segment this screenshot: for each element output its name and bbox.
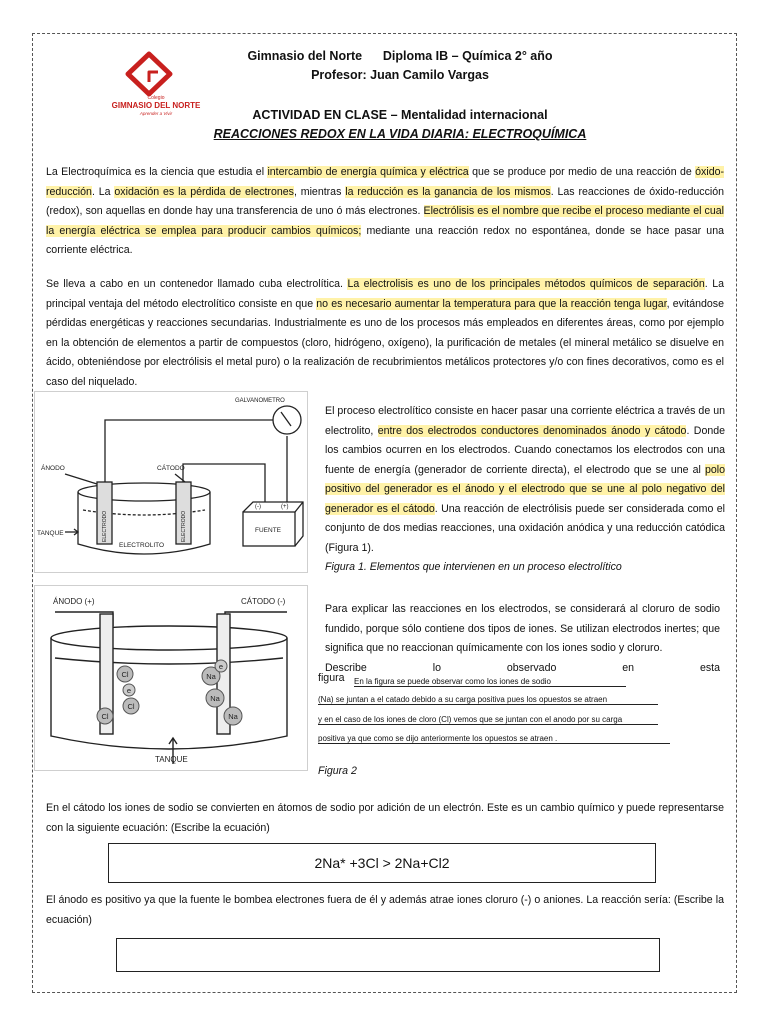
equation-box-1[interactable]: 2Na* +3Cl > 2Na+Cl2	[108, 843, 656, 883]
paragraph-explain: Para explicar las reacciones en los electrodos, se considerará al cloruro de sodio fundido, porque sólo contiene dos tipos de iones. Se utilizan electrodos inertes; que significa que no reaccionan químicamente con los iones sodio y cloruro. Describe lo observado en esta	[325, 600, 720, 678]
cathode-label: CÁTODO	[157, 465, 185, 472]
electron-1: e	[126, 686, 132, 695]
tank-label-2: TANQUE	[155, 755, 188, 764]
answer-line-2[interactable]: (Na) se juntan a el catado debido a su carga positiva pues los opuestos se atraen	[318, 695, 658, 705]
na-ion-2: Na	[210, 694, 220, 703]
teacher-line: Profesor: Juan Camilo Vargas	[311, 68, 489, 82]
source-plus-label: (+)	[281, 504, 289, 510]
figura-word: figura	[318, 672, 345, 684]
school-logo	[112, 50, 202, 120]
describe-row: Describe lo observado en esta	[325, 661, 720, 674]
figure-2-caption: Figura 2	[318, 765, 357, 777]
paragraph-cathode: En el cátodo los iones de sodio se convierten en átomos de sodio por adición de un electrón. Este es un cambio químico y puede representarse con la siguiente ecuación: (Escribe la ecuación)	[46, 802, 724, 834]
source-minus-label: (-)	[255, 504, 261, 510]
cathode-minus-label: CÁTODO (-)	[241, 597, 286, 606]
figure-2	[34, 585, 308, 771]
answer-line-3[interactable]: y en el caso de los iones de cloro (Cl) vemos que se juntan con el anodo por su carga	[318, 715, 658, 725]
anode-plus-label: ÁNODO (+)	[53, 597, 95, 606]
source-label: FUENTE	[255, 527, 281, 534]
paragraph-electrolysis: Se lleva a cabo en un contenedor llamado cuba electrolítica. La electrolisis es uno de los principales métodos químicos de separación. La principal ventaja del método electrolítico consiste en que no es necesario aumentar la temperatura para que la reacción tenga lugar, evitándose pérdidas energéticas y reacciones secundarias. Industrialmente es uno de los procesos más empleados en diferentes áreas, como por ejemplo en la obtención de elementos a partir de compuestos (cloro, hidrógeno, oxígeno), la purificación de metales (el mineral metálico se disuelve en ácido, obteniéndose por electrólisis el metal puro) o la realización de recubrimientos metálicos protectores y/o con fines decorativos, como es el caso del niquelado.	[46, 278, 724, 388]
cl-ion-1: Cl	[121, 670, 129, 679]
answer-line-1[interactable]: En la figura se puede observar como los iones de sodio	[354, 677, 626, 687]
galvanometer-label: GALVANOMETRO	[235, 398, 285, 404]
paragraph-process: El proceso electrolítico consiste en hacer pasar una corriente eléctrica a través de un electrolito, entre dos electrodos conductores denominados ánodo y cátodo. Donde los cambios ocurren en los electrodos. Cuando conectamos los electrodos con una fuente de energía (generador de corriente directa), el electrodo que se une al polo positivo del generador es el ánodo y el electrodo que se une al polo negativo del generador es el cátodo. Una reacción de electrólisis puede ser considerada como el conjunto de dos medias reacciones, una oxidación anódica y una reducción catódica (Figura 1). Figura 1. Elementos que intervienen en un proceso electrolítico	[325, 405, 726, 573]
paragraph-anode: El ánodo es positivo ya que la fuente le bombea electrones fuera de él y además atrae iones cloruro (-) o aniones. La reacción sería: (Escribe la ecuación)	[46, 894, 724, 926]
anode-label: ÁNODO	[41, 465, 65, 472]
electrode-right-label: ELECTRODO	[181, 510, 187, 542]
cl-ion-3: Cl	[101, 712, 109, 721]
answer-line-4[interactable]: positiva ya que como se dijo anteriormente los opuestos se atraen .	[318, 734, 670, 744]
logo-tagline: Aprender a Vivir	[139, 111, 173, 116]
school-line: Gimnasio del Norte Diploma IB – Química 2° año	[247, 49, 553, 63]
electron-2: e	[218, 662, 224, 671]
paragraph-electrochemistry: La Electroquímica es la ciencia que estudia el intercambio de energía química y eléctrica que se produce por medio de una reacción de óxido-reducción. La oxidación es la pérdida de electrones, mientras la reducción es la ganancia de los mismos. Las reacciones de óxido-reducción (redox), son aquellas en donde hay una transferencia de uno ó más electrones. Electrólisis es el nombre que recibe el proceso mediante el cual la energía eléctrica se emplea para producir cambios químicos; mediante una reacción redox no espontánea, donde se hace pasar una corriente eléctrica.	[46, 166, 725, 256]
na-ion-1: Na	[206, 672, 216, 681]
activity-title: ACTIVIDAD EN CLASE – Mentalidad internacional	[252, 108, 548, 122]
figure-1-caption: Figura 1. Elementos que intervienen en un proceso electrolítico	[325, 561, 622, 573]
page-title: REACCIONES REDOX EN LA VIDA DIARIA: ELECTROQUÍMICA	[213, 127, 587, 141]
figure-1	[34, 391, 308, 573]
na-ion-3: Na	[228, 712, 238, 721]
logo-text: GIMNASIO DEL NORTE	[112, 101, 201, 110]
cl-ion-2: Cl	[127, 702, 135, 711]
electrode-left-label: ELECTRODO	[102, 510, 108, 542]
logo-small: Colegio	[147, 95, 165, 101]
electrolyte-label: ELECTROLITO	[119, 542, 165, 549]
logo-mark-icon	[128, 54, 170, 94]
equation-box-2[interactable]	[116, 938, 660, 972]
tank-label: TANQUE	[37, 530, 64, 537]
